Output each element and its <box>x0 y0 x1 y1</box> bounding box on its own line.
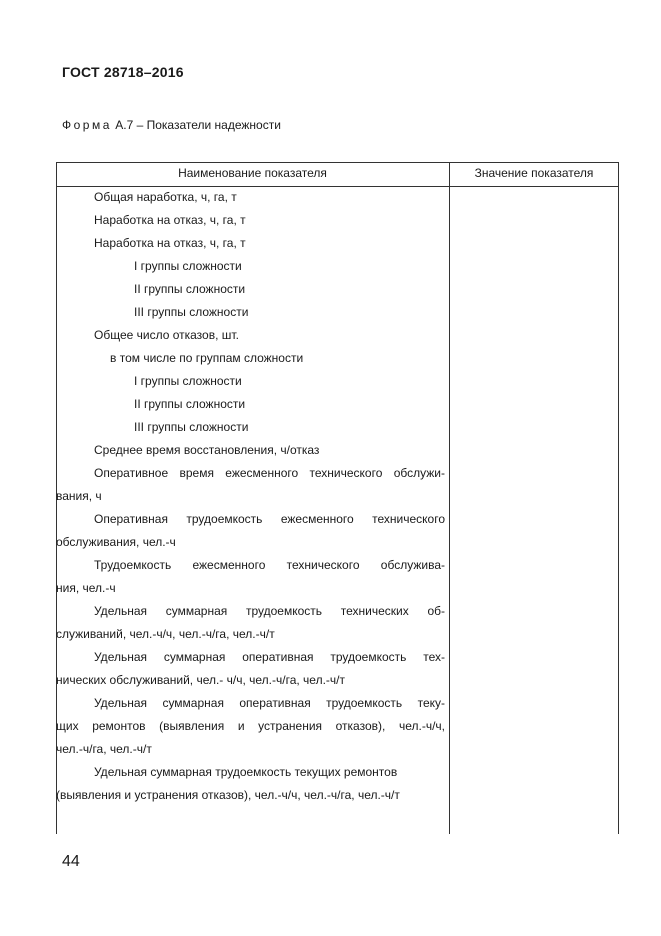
table-row: II группы сложности <box>134 397 246 411</box>
table-row: Удельная суммарная оперативная трудоемкость теку- <box>94 696 445 710</box>
table-row: Общее число отказов, шт. <box>94 328 239 342</box>
table-row: Трудоемкость ежесменного технического обслужива- <box>94 558 445 572</box>
table-row: III группы сложности <box>134 305 249 319</box>
table-row: II группы сложности <box>134 282 246 296</box>
table-row: I группы сложности <box>134 259 242 273</box>
form-caption-word: Форма <box>62 118 112 132</box>
table-row: Оперативная трудоемкость ежесменного технического <box>94 512 445 526</box>
table-row: Удельная суммарная трудоемкость текущих ремонтов <box>94 765 398 779</box>
table-row: I группы сложности <box>134 374 242 388</box>
form-caption <box>62 118 281 132</box>
table-row: в том числе по группам сложности <box>110 351 304 365</box>
table-row: Общая наработка, ч, га, т <box>94 190 237 204</box>
table-row: нических обслуживаний, чел.- ч/ч, чел.-ч/га, чел.-ч/т <box>56 673 345 687</box>
table-right-border <box>618 162 619 834</box>
column-header-value: Значение показателя <box>474 166 594 180</box>
table-row: (выявления и устранения отказов), чел.-ч/ч, чел.-ч/га, чел.-ч/т <box>56 788 400 802</box>
table-rows <box>56 186 449 807</box>
table-column-divider <box>449 162 450 834</box>
form-caption-title: А.7 – Показатели надежности <box>111 118 281 132</box>
table-row: Среднее время восстановления, ч/отказ <box>94 443 320 457</box>
table-row: III группы сложности <box>134 420 249 434</box>
column-header-name: Наименование показателя <box>178 166 327 180</box>
table-row: Оперативное время ежесменного технического обслужи- <box>94 466 445 480</box>
table-row: Наработка на отказ, ч, га, т <box>94 236 246 250</box>
table-row: Удельная суммарная трудоемкость технических об- <box>94 604 445 618</box>
indicators-table <box>56 162 619 834</box>
table-row: Удельная суммарная оперативная трудоемкость тех- <box>94 650 445 664</box>
table-row: чел.-ч/га, чел.-ч/т <box>56 742 152 756</box>
table-row: Наработка на отказ, ч, га, т <box>94 213 246 227</box>
table-row: щих ремонтов (выявления и устранения отказов), чел.-ч/ч, <box>56 719 445 733</box>
page-number: 44 <box>62 853 80 870</box>
table-row: служиваний, чел.-ч/ч, чел.-ч/га, чел.-ч/т <box>56 627 275 641</box>
table-row: обслуживания, чел.-ч <box>56 535 176 549</box>
table-row: ния, чел.-ч <box>56 581 116 595</box>
document-code: ГОСТ 28718–2016 <box>62 64 184 80</box>
table-row: вания, ч <box>56 489 102 503</box>
